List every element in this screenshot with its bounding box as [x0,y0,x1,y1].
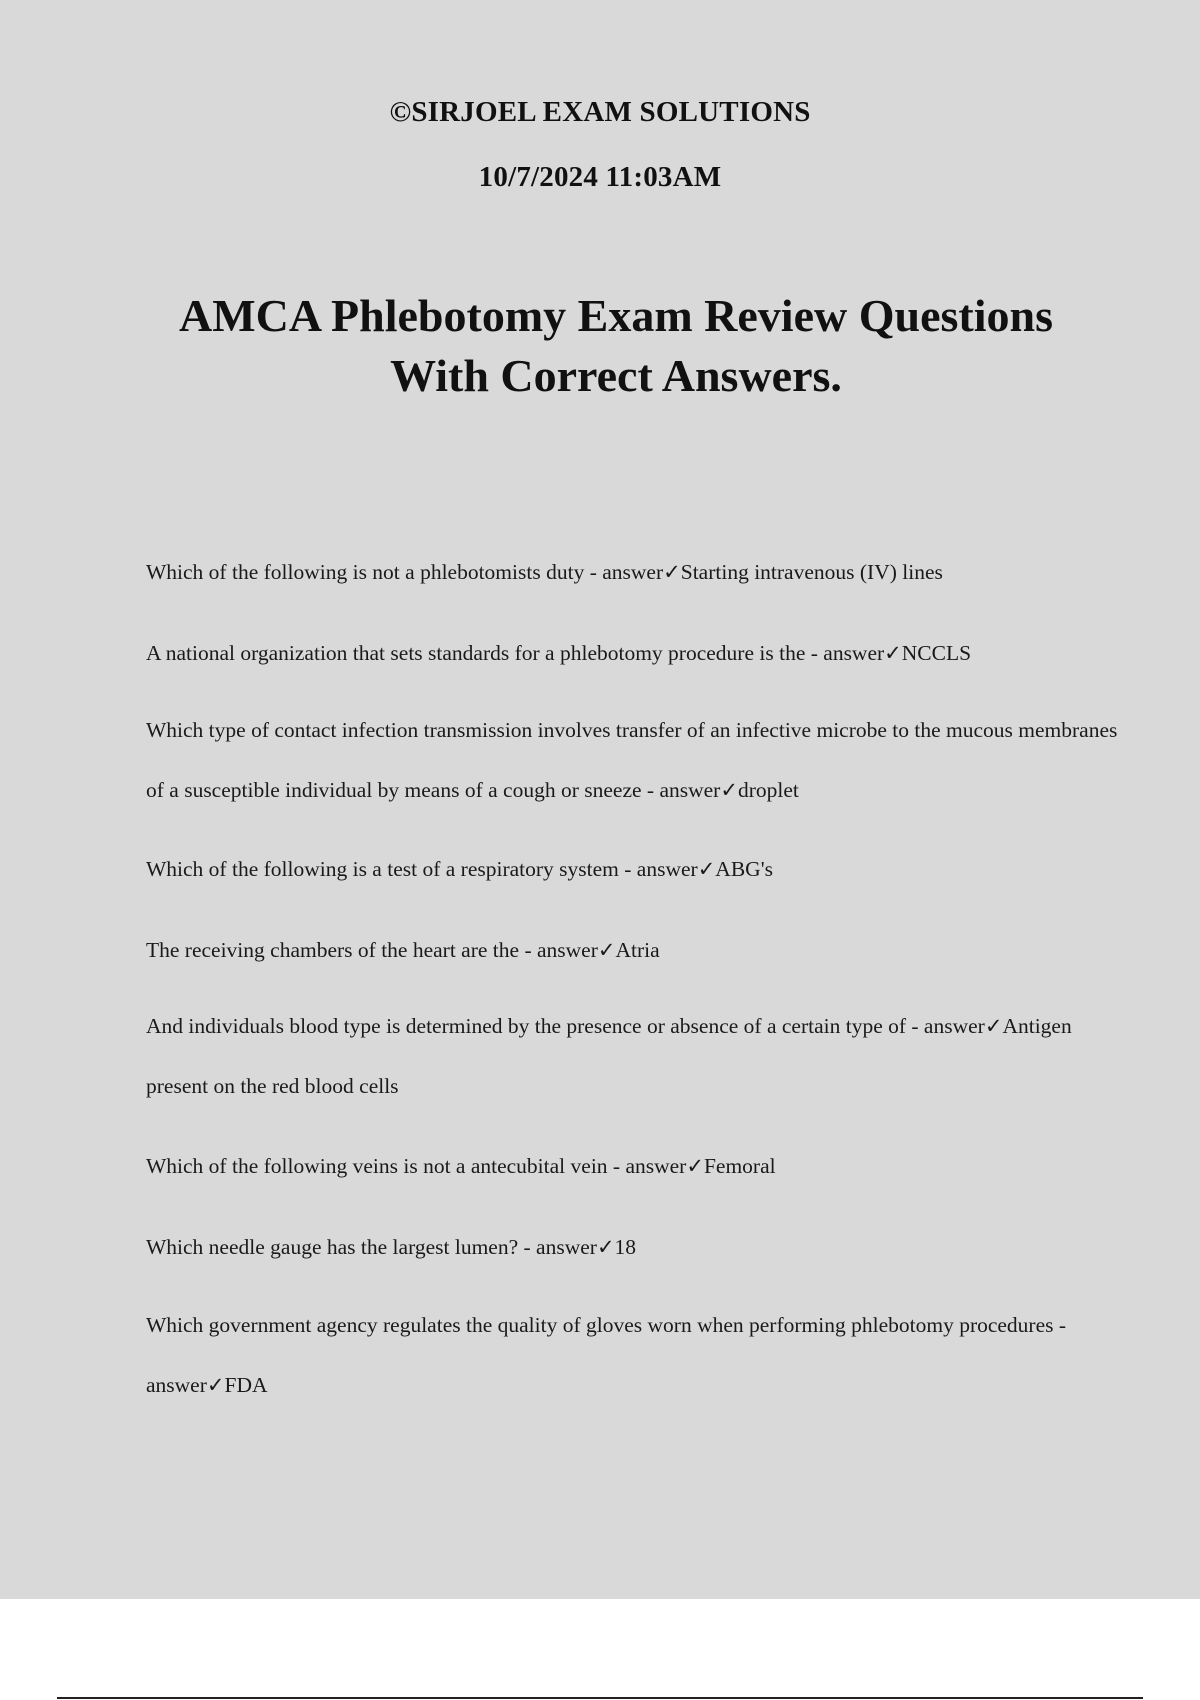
qa-item [146,700,1126,820]
check-icon: ✓ [597,938,616,962]
qa-item [146,1136,1126,1196]
check-icon: ✓ [596,1235,615,1259]
qa-item [146,996,1126,1116]
check-icon: ✓ [697,857,716,881]
document-title-line-2: With Correct Answers. [390,350,842,401]
qa-answer: ABG's [715,857,773,881]
qa-answer: Antigen present on the red blood cells [146,1014,1072,1098]
qa-answer: Starting intravenous (IV) lines [680,560,943,584]
qa-question: And individuals blood type is determined by the presence or absence of a certain type of - answer [146,1014,985,1038]
check-icon: ✓ [884,641,902,665]
check-icon: ✓ [686,1154,704,1178]
qa-item [146,542,1126,602]
document-title [100,286,1132,406]
header-organization: ©SIRJOEL EXAM SOLUTIONS [389,96,811,128]
qa-question: Which type of contact infection transmission involves transfer of an infective microbe to the mucous membranes of a susceptible individual by means of a cough or sneeze - answer [146,718,1118,802]
check-icon: ✓ [984,1014,1003,1038]
qa-answer: 18 [614,1235,637,1259]
qa-question: Which of the following veins is not a antecubital vein - answer [146,1154,687,1178]
check-icon: ✓ [663,560,681,584]
qa-question: The receiving chambers of the heart are the - answer [146,938,598,962]
qa-item [146,920,1126,980]
qa-item [146,1217,1126,1277]
qa-answer: droplet [737,778,799,802]
qa-question: Which of the following is not a phlebotomists duty - answer [146,560,664,584]
document-title-line-1: AMCA Phlebotomy Exam Review Questions [179,290,1053,341]
qa-answer: NCCLS [901,641,972,665]
qa-question: Which of the following is a test of a respiratory system - answer [146,857,698,881]
qa-question: Which government agency regulates the quality of gloves worn when performing phlebotomy procedures - answer [146,1313,1067,1397]
qa-answer: Femoral [703,1154,776,1178]
qa-answer: FDA [224,1373,268,1397]
header-datetime: 10/7/2024 11:03AM [478,161,722,193]
qa-question: A national organization that sets standards for a phlebotomy procedure is the - answer [146,641,885,665]
check-icon: ✓ [206,1373,225,1397]
qa-item [146,623,1126,683]
qa-answer: Atria [615,938,660,962]
footer-divider [57,1697,1143,1699]
qa-question: Which needle gauge has the largest lumen? - answer [146,1235,597,1259]
qa-item [146,839,1126,899]
qa-item [146,1295,1126,1415]
check-icon: ✓ [720,778,738,802]
